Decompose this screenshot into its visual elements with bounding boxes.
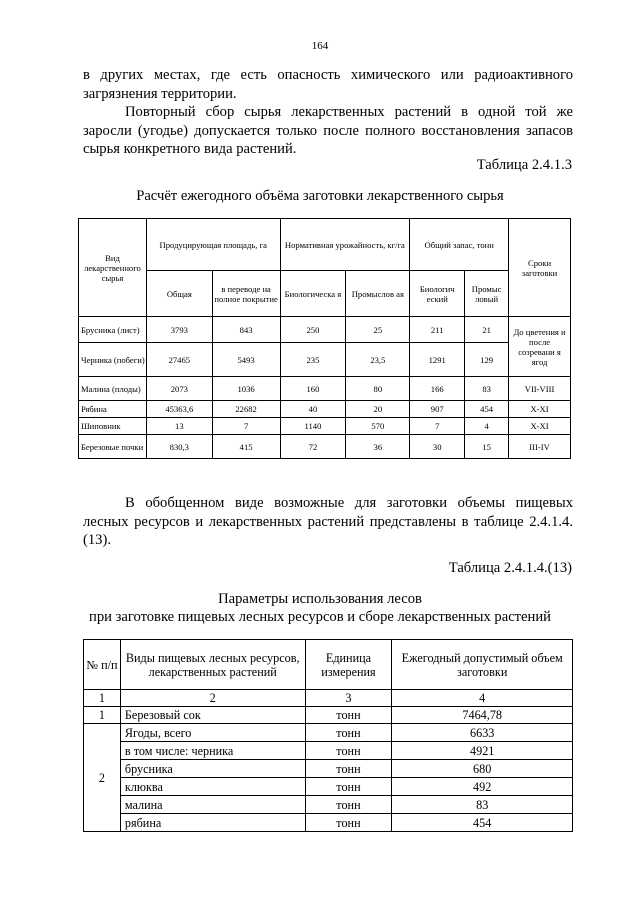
cell-total: 45363,6 — [146, 401, 212, 418]
cell-yield-bio: 235 — [280, 343, 346, 377]
resource-kind: Ягоды, всего — [120, 724, 305, 742]
cell-stock-bio: 7 — [410, 418, 465, 435]
cell-stock-ind: 129 — [465, 343, 509, 377]
unit: тонн — [305, 814, 392, 832]
cell-stock-ind: 4 — [465, 418, 509, 435]
cell-stock-bio: 166 — [410, 377, 465, 401]
table2-label: Таблица 2.4.1.4.(13) — [448, 560, 572, 576]
table-row — [84, 724, 573, 742]
cell-yield-bio: 72 — [280, 435, 346, 459]
resource-kind: Березовый сок — [120, 707, 305, 724]
table-row — [79, 435, 571, 459]
cell-stock-bio: 907 — [410, 401, 465, 418]
paragraph-2: Повторный сбор сырья лекарственных растений в одной той же заросли (угодье) допускается только после полного восстановления запасов сырья конкретного вида растений. — [83, 104, 573, 157]
annual-volume: 4921 — [392, 742, 573, 760]
annual-volume: 454 — [392, 814, 573, 832]
cell-terms: До цветения и после созревани я ягод — [509, 317, 571, 377]
species-name: Малина (плоды) — [79, 377, 147, 401]
header-num: № п/п — [84, 640, 121, 690]
medicinal-raw-material-table — [78, 218, 571, 459]
header-volume: Ежегодный допустимый объем заготовки — [392, 640, 573, 690]
cell-terms: X-XI — [509, 418, 571, 435]
cell-terms: III-IV — [509, 435, 571, 459]
cell-covered: 843 — [212, 317, 280, 343]
resource-kind: в том числе: черника — [120, 742, 305, 760]
cell-stock-bio: 1291 — [410, 343, 465, 377]
species-name: Брусника (лист) — [79, 317, 147, 343]
cell-stock-bio: 211 — [410, 317, 465, 343]
resource-kind: рябина — [120, 814, 305, 832]
header-yield-ind: Промыслов ая — [346, 271, 410, 317]
header-covered: в переводе на полное покрытие — [212, 271, 280, 317]
table-row — [79, 401, 571, 418]
table-row — [79, 418, 571, 435]
species-name: Березовые почки — [79, 435, 147, 459]
cell-stock-ind: 454 — [465, 401, 509, 418]
cell-covered: 22682 — [212, 401, 280, 418]
cell-total: 13 — [146, 418, 212, 435]
header-stock: Общий запас, тонн — [410, 219, 509, 271]
cell-terms: VII-VIII — [509, 377, 571, 401]
header-species: Вид лекарственного сырья — [79, 219, 147, 317]
table-row — [79, 377, 571, 401]
column-number: 3 — [305, 690, 392, 707]
cell-yield-ind: 570 — [346, 418, 410, 435]
table-row — [84, 778, 573, 796]
table1-label: Таблица 2.4.1.3 — [476, 157, 572, 173]
table-row — [79, 343, 571, 377]
cell-yield-ind: 23,5 — [346, 343, 410, 377]
table-row — [84, 707, 573, 724]
table-row — [84, 814, 573, 832]
cell-yield-ind: 36 — [346, 435, 410, 459]
column-number: 1 — [84, 690, 121, 707]
header-unit: Единица измерения — [305, 640, 392, 690]
column-number: 4 — [392, 690, 573, 707]
unit: тонн — [305, 707, 392, 724]
cell-stock-ind: 83 — [465, 377, 509, 401]
cell-total: 27465 — [146, 343, 212, 377]
table-row — [84, 760, 573, 778]
cell-covered: 415 — [212, 435, 280, 459]
paragraph-3: В обобщенном виде возможные для заготовки объемы пищевых лесных ресурсов и лекарственных растений представлены в таблице 2.4.1.4.(13). — [83, 495, 573, 548]
species-name: Рябина — [79, 401, 147, 418]
annual-volume: 83 — [392, 796, 573, 814]
cell-covered: 5493 — [212, 343, 280, 377]
unit: тонн — [305, 742, 392, 760]
unit: тонн — [305, 778, 392, 796]
paragraph-1: в других местах, где есть опасность химического или радиоактивного загрязнения территории. — [83, 67, 573, 102]
cell-stock-bio: 30 — [410, 435, 465, 459]
cell-covered: 1036 — [212, 377, 280, 401]
table-row — [84, 796, 573, 814]
cell-yield-ind: 20 — [346, 401, 410, 418]
cell-stock-ind: 21 — [465, 317, 509, 343]
header-area: Продуцирующая площадь, га — [146, 219, 280, 271]
table1-title: Расчёт ежегодного объёма заготовки лекарственного сырья — [136, 188, 504, 204]
cell-yield-bio: 1140 — [280, 418, 346, 435]
cell-terms: X-XI — [509, 401, 571, 418]
annual-volume: 680 — [392, 760, 573, 778]
species-name: Шиповник — [79, 418, 147, 435]
header-kind: Виды пищевых лесных ресурсов, лекарственных растений — [120, 640, 305, 690]
header-yield-bio: Биологическа я — [280, 271, 346, 317]
cell-yield-bio: 250 — [280, 317, 346, 343]
annual-volume: 6633 — [392, 724, 573, 742]
header-terms: Сроки заготовки — [509, 219, 571, 317]
forest-use-parameters-table — [83, 639, 573, 832]
row-number: 1 — [84, 707, 121, 724]
row-number: 2 — [84, 724, 121, 832]
annual-volume: 492 — [392, 778, 573, 796]
resource-kind: клюква — [120, 778, 305, 796]
page-number: 164 — [311, 40, 329, 52]
unit: тонн — [305, 796, 392, 814]
unit: тонн — [305, 724, 392, 742]
column-number: 2 — [120, 690, 305, 707]
unit: тонн — [305, 760, 392, 778]
cell-yield-bio: 160 — [280, 377, 346, 401]
cell-yield-bio: 40 — [280, 401, 346, 418]
header-stock-bio: Биологич еский — [410, 271, 465, 317]
cell-yield-ind: 80 — [346, 377, 410, 401]
resource-kind: малина — [120, 796, 305, 814]
table2-title-line1: Параметры использования лесов — [218, 591, 422, 607]
cell-covered: 7 — [212, 418, 280, 435]
table2-title-line2: при заготовке пищевых лесных ресурсов и сборе лекарственных растений — [89, 609, 551, 625]
cell-yield-ind: 25 — [346, 317, 410, 343]
species-name: Черника (побеги) — [79, 343, 147, 377]
header-stock-ind: Промыс ловый — [465, 271, 509, 317]
cell-total: 2073 — [146, 377, 212, 401]
table-row — [79, 317, 571, 343]
cell-total: 3793 — [146, 317, 212, 343]
table-row — [84, 742, 573, 760]
resource-kind: брусника — [120, 760, 305, 778]
header-total: Общая — [146, 271, 212, 317]
header-yield: Нормативная урожайность, кг/га — [280, 219, 410, 271]
cell-total: 830,3 — [146, 435, 212, 459]
annual-volume: 7464,78 — [392, 707, 573, 724]
cell-stock-ind: 15 — [465, 435, 509, 459]
